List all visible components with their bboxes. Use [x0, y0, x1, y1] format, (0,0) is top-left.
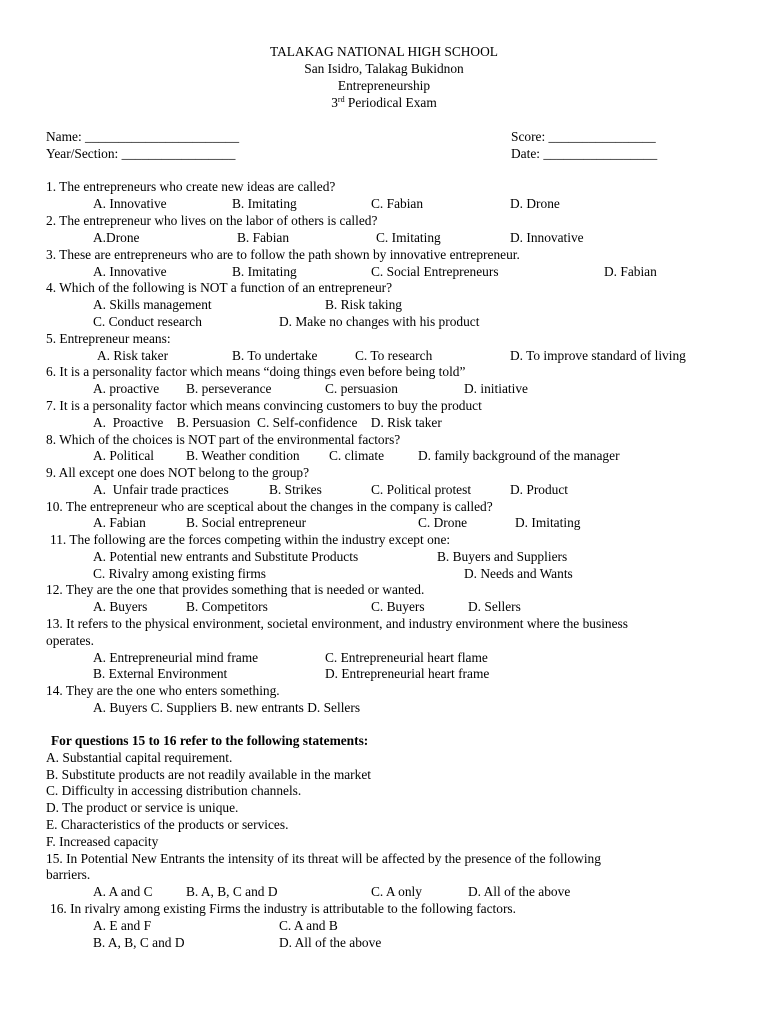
question-6: 6. It is a personality factor which means “doing things even before being told”: [46, 364, 466, 379]
q4-choice-a: A. Skills management: [93, 297, 212, 312]
q5-choice-d: D. To improve standard of living: [510, 348, 686, 363]
question-9: 9. All except one does NOT belong to the group?: [46, 465, 310, 480]
question-16: 16. In rivalry among existing Firms the industry is attributable to the following factors.: [50, 901, 516, 916]
q15-choice-b: B. A, B, C and D: [186, 884, 278, 899]
q6-choice-d: D. initiative: [464, 381, 528, 396]
q14-choices: A. Buyers C. Suppliers B. new entrants D. Sellers: [93, 700, 361, 715]
q12-choice-a: A. Buyers: [93, 599, 148, 614]
q4-choice-b: B. Risk taking: [325, 297, 403, 312]
question-13: 13. It refers to the physical environment, societal environment, and industry environment where the business: [46, 616, 628, 631]
question-1: 1. The entrepreneurs who create new ideas are called?: [46, 179, 336, 194]
q5-choice-b: B. To undertake: [232, 348, 318, 363]
q9-choice-a: A. Unfair trade practices: [93, 482, 229, 497]
q1-choice-b: B. Imitating: [232, 196, 297, 211]
q13-choice-b: B. External Environment: [93, 666, 228, 681]
question-15: 15. In Potential New Entrants the intensity of its threat will be affected by the presence of the following: [46, 851, 601, 866]
q3-choice-a: A. Innovative: [93, 264, 167, 279]
q2-choice-c: C. Imitating: [376, 230, 441, 245]
q16-choice-a: A. E and F: [93, 918, 152, 933]
q9-choice-d: D. Product: [510, 482, 569, 497]
score-field: Score: ________________: [511, 129, 656, 144]
q12-choice-c: C. Buyers: [371, 599, 425, 614]
statement-a: A. Substantial capital requirement.: [46, 750, 233, 765]
q16-choice-c: C. A and B: [279, 918, 338, 933]
q1-choice-c: C. Fabian: [371, 196, 424, 211]
q15-choice-a: A. A and C: [93, 884, 153, 899]
question-3: 3. These are entrepreneurs who are to follow the path shown by innovative entrepreneur.: [46, 247, 520, 262]
q16-choice-d: D. All of the above: [279, 935, 382, 950]
year-section-field: Year/Section: _________________: [46, 146, 236, 161]
date-field: Date: _________________: [511, 146, 658, 161]
q2-choice-a: A.Drone: [93, 230, 140, 245]
q3-choice-b: B. Imitating: [232, 264, 297, 279]
q5-choice-c: C. To research: [355, 348, 433, 363]
q6-choice-b: B. perseverance: [186, 381, 272, 396]
q12-choice-d: D. Sellers: [468, 599, 521, 614]
q12-choice-b: B. Competitors: [186, 599, 268, 614]
q4-choice-c: C. Conduct research: [93, 314, 202, 329]
statement-c: C. Difficulty in accessing distribution channels.: [46, 783, 302, 798]
subject-title: Entrepreneurship: [337, 78, 431, 93]
q16-choice-b: B. A, B, C and D: [93, 935, 185, 950]
question-12: 12. They are the one that provides something that is needed or wanted.: [46, 582, 425, 597]
q13-choice-c: C. Entrepreneurial heart flame: [325, 650, 488, 665]
question-4: 4. Which of the following is NOT a function of an entrepreneur?: [46, 280, 393, 295]
q6-choice-c: C. persuasion: [325, 381, 398, 396]
q3-choice-d: D. Fabian: [604, 264, 657, 279]
q11-choice-b: B. Buyers and Suppliers: [437, 549, 568, 564]
q15-choice-d: D. All of the above: [468, 884, 571, 899]
statements-heading: For questions 15 to 16 refer to the following statements:: [51, 733, 369, 748]
question-11: 11. The following are the forces competing within the industry except one:: [50, 532, 451, 547]
name-field: Name: _______________________: [46, 129, 240, 144]
exam-title-rest: Periodical Exam: [344, 95, 437, 110]
q1-choice-a: A. Innovative: [93, 196, 167, 211]
school-name: TALAKAG NATIONAL HIGH SCHOOL: [270, 44, 498, 59]
exam-ordinal-suffix: rd: [337, 95, 345, 104]
q4-choice-d: D. Make no changes with his product: [279, 314, 480, 329]
q8-choice-b: B. Weather condition: [186, 448, 300, 463]
q11-choice-c: C. Rivalry among existing firms: [93, 566, 266, 581]
q11-choice-d: D. Needs and Wants: [464, 566, 573, 581]
q9-choice-c: C. Political protest: [371, 482, 472, 497]
school-address: San Isidro, Talakag Bukidnon: [304, 61, 464, 76]
exam-number: 3: [331, 95, 338, 110]
q7-choices: A. Proactive B. Persuasion C. Self-confidence D. Risk taker: [93, 415, 442, 430]
q5-choice-a: A. Risk taker: [97, 348, 169, 363]
q3-choice-c: C. Social Entrepreneurs: [371, 264, 499, 279]
question-8: 8. Which of the choices is NOT part of the environmental factors?: [46, 432, 401, 447]
q15-choice-c: C. A only: [371, 884, 422, 899]
q10-choice-a: A. Fabian: [93, 515, 146, 530]
q10-choice-d: D. Imitating: [515, 515, 581, 530]
question-10: 10. The entrepreneur who are sceptical about the changes in the company is called?: [46, 499, 493, 514]
question-2: 2. The entrepreneur who lives on the labor of others is called?: [46, 213, 378, 228]
exam-title: [0, 94, 768, 111]
question-13-continued: operates.: [46, 633, 94, 648]
q1-choice-d: D. Drone: [510, 196, 560, 211]
question-7: 7. It is a personality factor which means convincing customers to buy the product: [46, 398, 482, 413]
question-5: 5. Entrepreneur means:: [46, 331, 171, 346]
statement-f: F. Increased capacity: [46, 834, 159, 849]
question-14: 14. They are the one who enters something.: [46, 683, 280, 698]
statement-b: B. Substitute products are not readily available in the market: [46, 767, 372, 782]
q2-choice-d: D. Innovative: [510, 230, 584, 245]
q10-choice-b: B. Social entrepreneur: [186, 515, 307, 530]
q11-choice-a: A. Potential new entrants and Substitute Products: [93, 549, 359, 564]
q8-choice-c: C. climate: [329, 448, 385, 463]
statement-e: E. Characteristics of the products or services.: [46, 817, 289, 832]
statement-d: D. The product or service is unique.: [46, 800, 239, 815]
q13-choice-a: A. Entrepreneurial mind frame: [93, 650, 259, 665]
q10-choice-c: C. Drone: [418, 515, 468, 530]
question-15-continued: barriers.: [46, 867, 91, 882]
q8-choice-d: D. family background of the manager: [418, 448, 620, 463]
q9-choice-b: B. Strikes: [269, 482, 322, 497]
q2-choice-b: B. Fabian: [237, 230, 290, 245]
q13-choice-d: D. Entrepreneurial heart frame: [325, 666, 490, 681]
q6-choice-a: A. proactive: [93, 381, 160, 396]
q8-choice-a: A. Political: [93, 448, 154, 463]
